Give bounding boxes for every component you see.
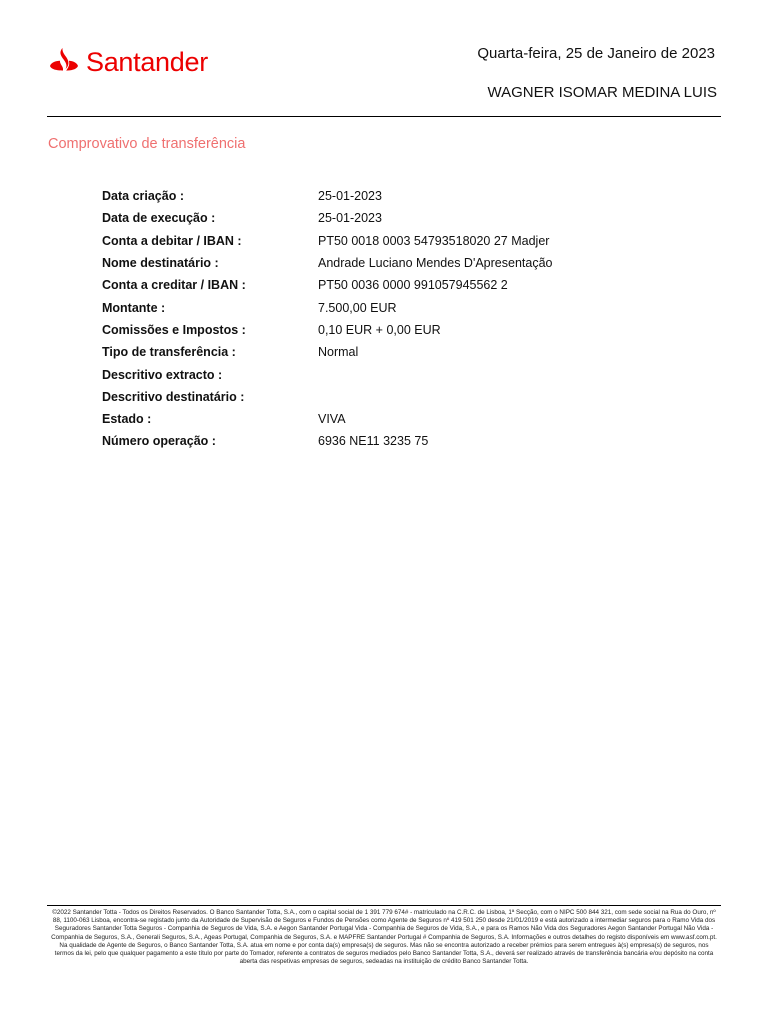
detail-row-debit-account	[102, 230, 662, 252]
detail-label: Data criação :	[102, 189, 184, 204]
detail-label: Nome destinatário :	[102, 256, 219, 271]
detail-row-recipient-name	[102, 252, 662, 274]
detail-value: Andrade Luciano Mendes D'Apresentação	[318, 256, 553, 271]
detail-row-transfer-type	[102, 341, 662, 363]
detail-value: 6936 NE11 3235 75	[318, 434, 429, 449]
document-title: Comprovativo de transferência	[48, 136, 246, 152]
detail-row-statement-description	[102, 363, 662, 385]
detail-row-operation-number	[102, 430, 662, 452]
detail-value: 7.500,00 EUR	[318, 300, 397, 315]
detail-row-status	[102, 408, 662, 430]
detail-label: Tipo de transferência :	[102, 345, 236, 360]
customer-name: WAGNER ISOMAR MEDINA LUIS	[487, 84, 717, 101]
detail-label: Conta a creditar / IBAN :	[102, 278, 246, 293]
detail-value: VIVA	[318, 412, 346, 427]
detail-label: Comissões e Impostos :	[102, 322, 246, 337]
detail-label: Número operação :	[102, 434, 216, 449]
detail-value: PT50 0018 0003 54793518020 27 Madjer	[318, 233, 550, 248]
santander-logo	[48, 46, 208, 78]
detail-row-creation-date	[102, 185, 662, 207]
brand-name: Santander	[86, 46, 208, 77]
detail-row-fees	[102, 319, 662, 341]
footer-divider	[47, 905, 721, 906]
detail-label: Descritivo extracto :	[102, 367, 223, 382]
legal-footer: ©2022 Santander Totta - Todos os Direitos Reservados. O Banco Santander Totta, S.A., com o capital social de 1 391 779 674# - matriculado na C.R.C. de Lisboa, 1ª Secção, com o NIPC 500 844 321, com sede social na Rua do Ouro, nº 88, 1100-063 Lisboa, encontra-se registado junto da Autoridade de Supervisão de Seguros e Fundos de Pensões como Agente de Seguros nº 419 501 250 desde 21/01/2019 e está autorizado a intermediar seguros para o Ramo Vida dos Seguradores Santander Totta Seguros - Companhia de Seguros de Vida, S.A. e Aegon Santander Portugal Vida - Companhia de Seguros de Vida, S.A., e para os Ramos Não Vida dos Seguradores Aegon Santander Portugal Não Vida - Companhia de Seguros, S.A., Generali Seguros, S.A., Ageas Portugal, Companhia de Seguros, S.A. e MAPFRE Santander Portugal # Companhia de Seguros, S.A. Informações e outros detalhes do registo disponíveis em www.asf.com.pt. Na qualidade de Agente de Seguros, o Banco Santander Totta, S.A. atua em nome e por conta da(s) empresa(s) de seguros. Mas não se encontra autorizado a receber prémios para serem entregues à(s) empresa(s) de seguros, nos termos da lei, pelo que qualquer pagamento a este título por parte do Tomador, referente a contratos de seguros mediados pelo Banco Santander Totta, S.A., deverá ser realizado através de transferência bancária e/ou depósito na conta aberta das respetivas empresas de seguros, sedeadas na instituição de crédito Banco Santander Totta.	[51, 909, 717, 966]
detail-row-execution-date	[102, 207, 662, 229]
santander-flame-icon	[48, 46, 80, 78]
detail-label: Montante :	[102, 300, 166, 315]
transfer-details	[102, 185, 662, 453]
document-date: Quarta-feira, 25 de Janeiro de 2023	[477, 45, 715, 62]
detail-label: Conta a debitar / IBAN :	[102, 233, 242, 248]
detail-row-credit-account	[102, 274, 662, 296]
detail-value: 25-01-2023	[318, 189, 382, 204]
header-divider	[47, 116, 721, 117]
detail-label: Descritivo destinatário :	[102, 389, 245, 404]
detail-label: Estado :	[102, 412, 152, 427]
detail-value: 0,10 EUR + 0,00 EUR	[318, 322, 441, 337]
detail-value: PT50 0036 0000 991057945562 2	[318, 278, 508, 293]
detail-row-amount	[102, 296, 662, 318]
detail-label: Data de execução :	[102, 211, 216, 226]
detail-row-recipient-description	[102, 386, 662, 408]
detail-value: 25-01-2023	[318, 211, 382, 226]
detail-value: Normal	[318, 345, 359, 360]
